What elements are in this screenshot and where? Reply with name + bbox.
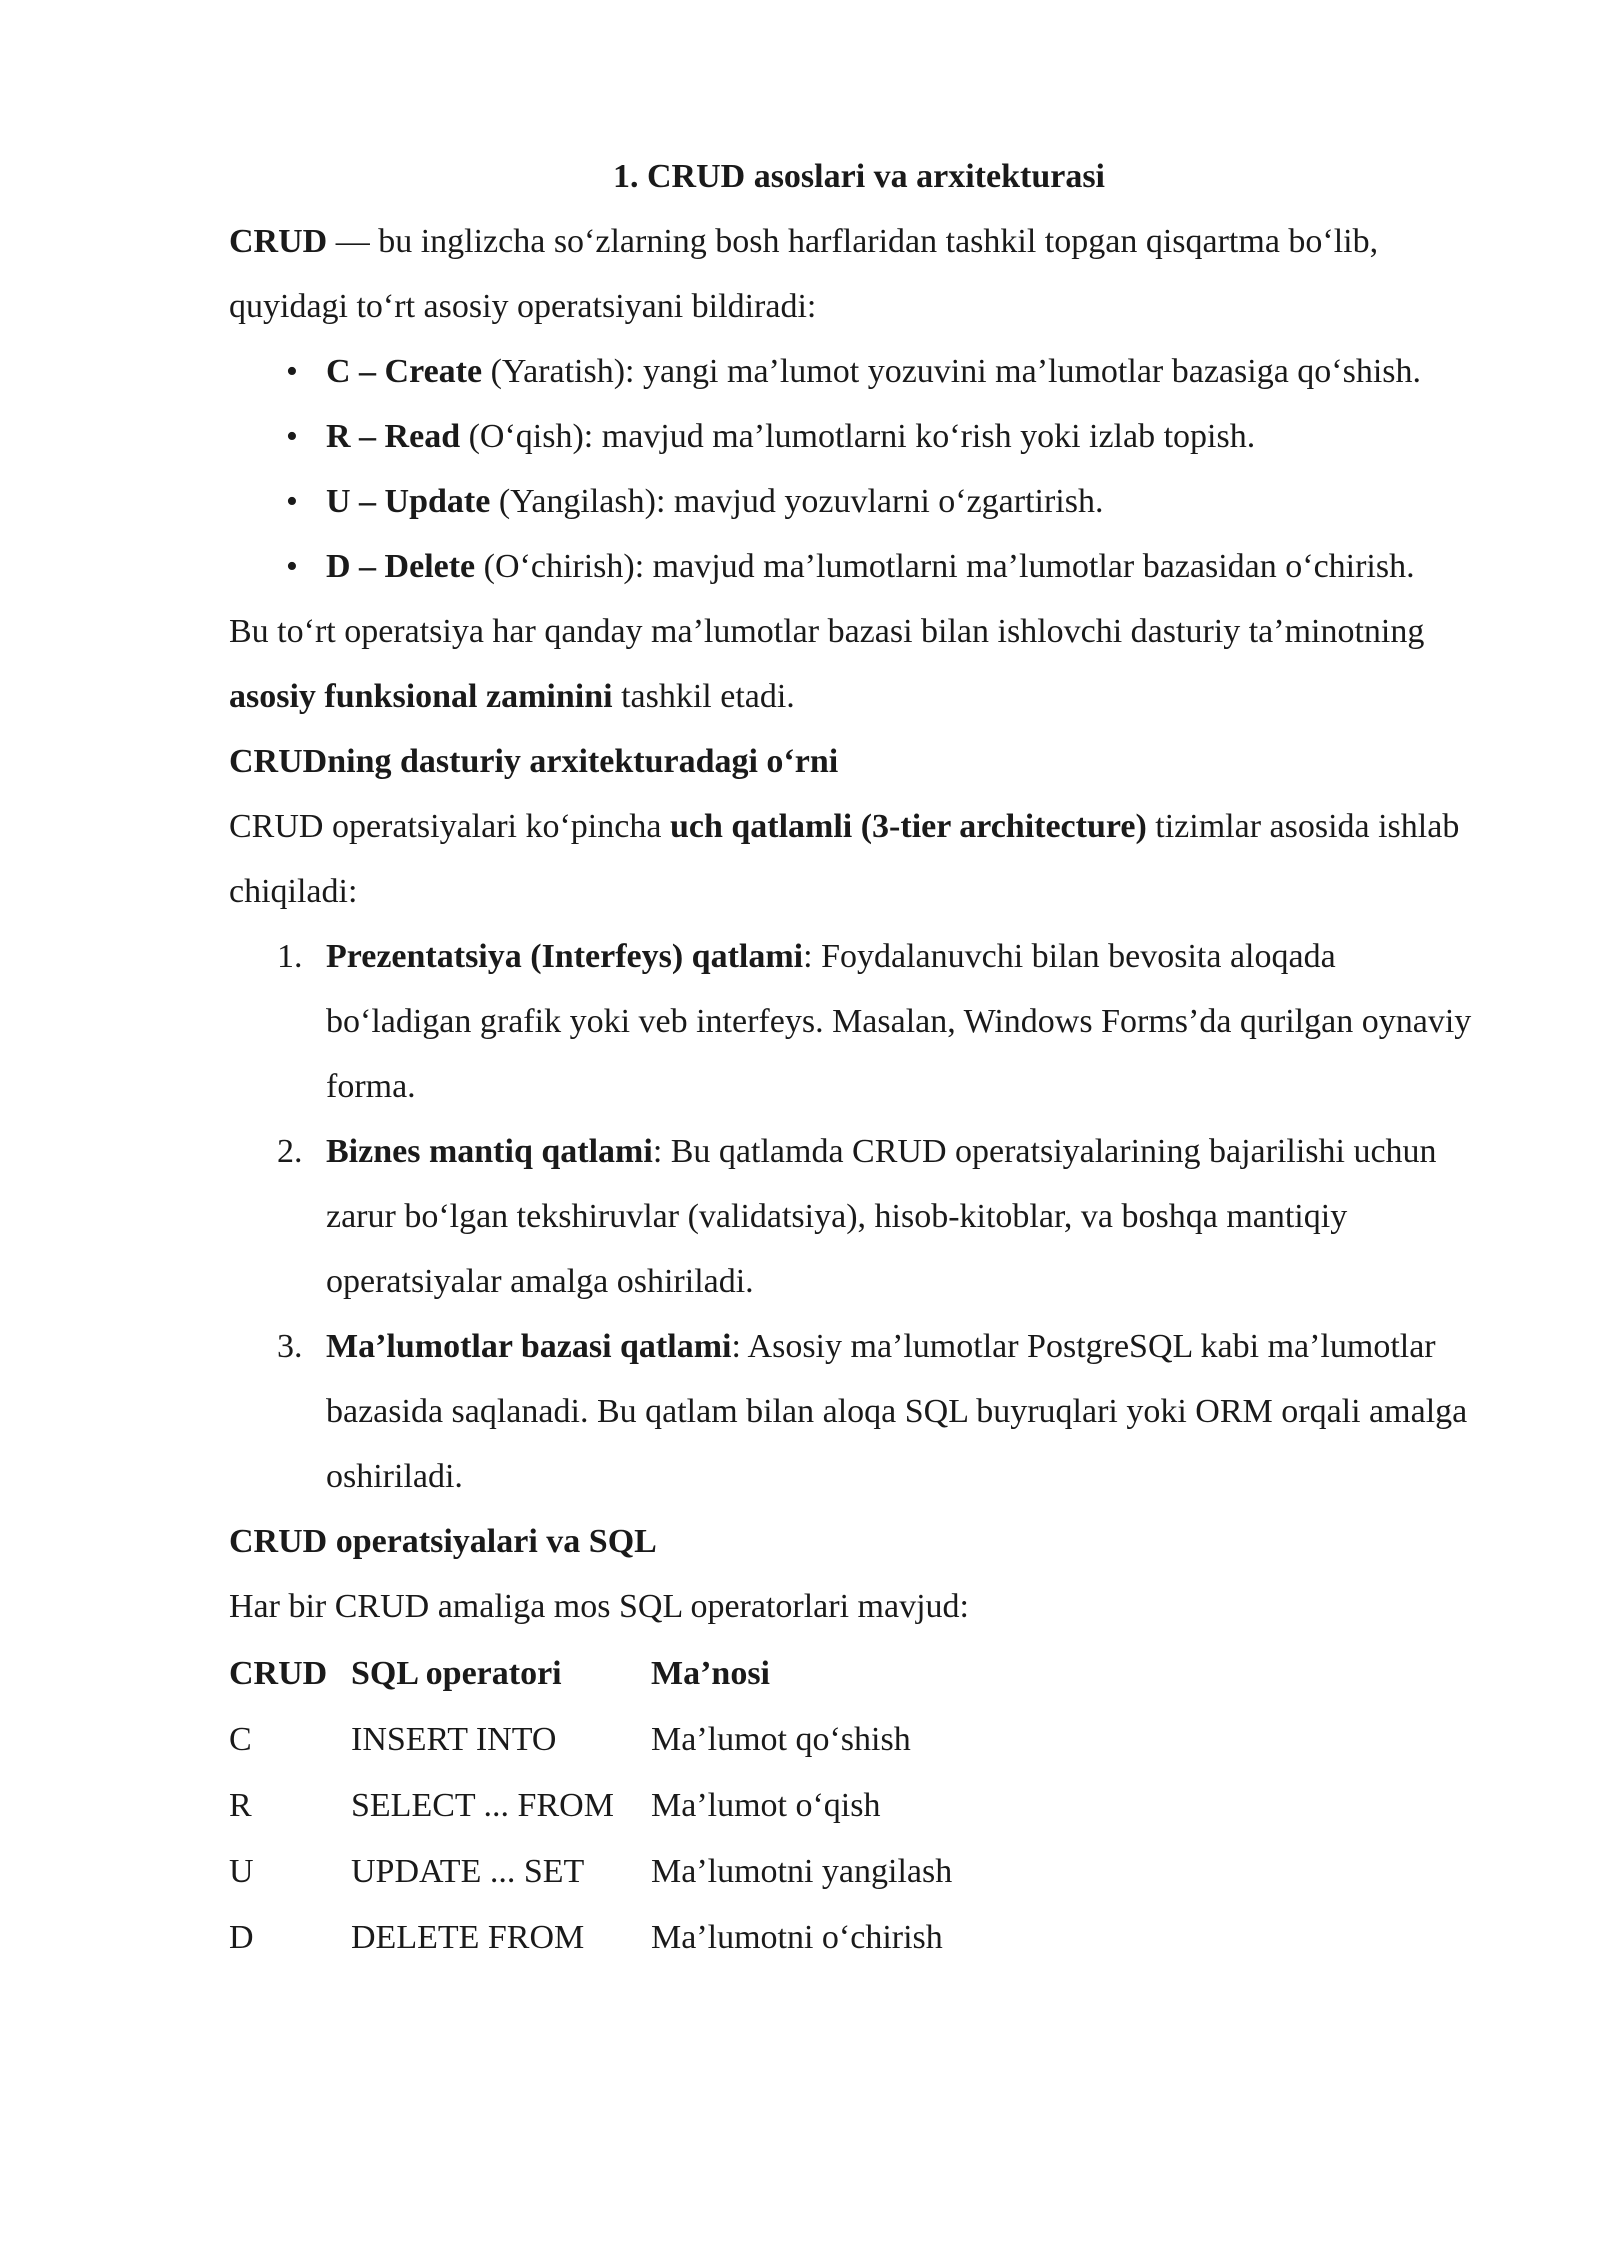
table-header-row — [229, 1641, 1051, 1707]
summary-text-end: tashkil etadi. — [612, 678, 795, 715]
layers-list — [229, 924, 1489, 1509]
table-row — [229, 1773, 1051, 1839]
cell-meaning: Ma’lumotni yangilash — [651, 1853, 953, 1890]
list-item-business — [229, 1119, 1489, 1314]
summary-emphasis: asosiy funksional zaminini — [229, 678, 613, 715]
cell-meaning: Ma’lumot qo‘shish — [651, 1721, 911, 1758]
list-item-read — [229, 404, 1489, 469]
list-number: 2. — [277, 1133, 303, 1170]
bullet-icon: • — [286, 548, 298, 585]
list-number: 1. — [277, 938, 303, 975]
layer-description: : Foydalanuvchi bilan bevosita aloqada bo‘ladigan grafik yoki veb interfeys. Masalan, Windows Forms’da qurilgan oynaviy forma. — [326, 938, 1472, 1105]
cell-sql: UPDATE ... SET — [351, 1853, 585, 1890]
layer-description: : Asosiy ma’lumotlar PostgreSQL kabi ma’lumotlar bazasida saqlanadi. Bu qatlam bilan aloqa SQL buyruqlari yoki ORM orqali amalga oshiriladi. — [326, 1328, 1468, 1495]
architecture-heading — [229, 729, 1489, 794]
page-title: 1. CRUD asoslari va arxitekturasi — [612, 158, 1106, 195]
operation-name: U – Update — [326, 483, 491, 520]
cell-sql: DELETE FROM — [351, 1919, 585, 1956]
bullet-icon: • — [286, 353, 298, 390]
layer-description: : Bu qatlamda CRUD operatsiyalarining bajarilishi uchun zarur bo‘lgan tekshiruvlar (validatsiya), hisob-kitoblar, va boshqa mantiqiy operatsiyalar amalga oshiriladi. — [326, 1133, 1437, 1300]
operation-description: (Yaratish): yangi ma’lumot yozuvini ma’lumotlar bazasiga qo‘shish. — [482, 353, 1422, 390]
architecture-intro-text: CRUD operatsiyalari ko‘pincha — [229, 808, 670, 845]
cell-crud: R — [229, 1787, 252, 1824]
cell-sql: INSERT INTO — [351, 1721, 557, 1758]
table-row — [229, 1707, 1051, 1773]
operation-description: (O‘chirish): mavjud ma’lumotlarni ma’lumotlar bazasidan o‘chirish. — [475, 548, 1415, 585]
operation-name: R – Read — [326, 418, 461, 455]
cell-meaning: Ma’lumot o‘qish — [651, 1787, 881, 1824]
sql-intro: Har bir CRUD amaliga mos SQL operatorlari mavjud: — [229, 1588, 969, 1625]
architecture-heading-text: CRUDning dasturiy arxitekturadagi o‘rni — [229, 743, 839, 780]
summary-text: Bu to‘rt operatsiya har qanday ma’lumotlar bazasi bilan ishlovchi dasturiy ta’minotning — [229, 613, 1425, 650]
table-row — [229, 1905, 1051, 1971]
bullet-icon: • — [286, 483, 298, 520]
table-row — [229, 1839, 1051, 1905]
document-content — [229, 144, 1489, 1971]
sql-table — [229, 1641, 1051, 1971]
list-item-database — [229, 1314, 1489, 1509]
intro-paragraph — [229, 209, 1489, 339]
operation-description: (O‘qish): mavjud ma’lumotlarni ko‘rish yoki izlab topish. — [460, 418, 1256, 455]
cell-sql: SELECT ... FROM — [351, 1787, 614, 1824]
architecture-emphasis: uch qatlamli (3-tier architecture) — [669, 808, 1147, 845]
sql-heading-text: CRUD operatsiyalari va SQL — [229, 1523, 657, 1560]
architecture-intro — [229, 794, 1489, 924]
summary-paragraph — [229, 599, 1489, 729]
cell-crud: C — [229, 1721, 252, 1758]
cell-crud: U — [229, 1853, 254, 1890]
list-item-delete — [229, 534, 1489, 599]
layer-name: Ma’lumotlar bazasi qatlami — [326, 1328, 732, 1365]
header-sql-operator: SQL operatori — [351, 1655, 562, 1692]
list-item-presentation — [229, 924, 1489, 1119]
cell-meaning: Ma’lumotni o‘chirish — [651, 1919, 943, 1956]
list-item-create — [229, 339, 1489, 404]
header-meaning: Ma’nosi — [651, 1655, 770, 1692]
operations-list — [229, 339, 1489, 599]
list-number: 3. — [277, 1328, 303, 1365]
cell-crud: D — [229, 1919, 254, 1956]
operation-description: (Yangilash): mavjud yozuvlarni o‘zgartirish. — [490, 483, 1104, 520]
list-item-update — [229, 469, 1489, 534]
sql-heading — [229, 1509, 1489, 1574]
operation-name: D – Delete — [326, 548, 476, 585]
layer-name: Prezentatsiya (Interfeys) qatlami — [326, 938, 804, 975]
operation-name: C – Create — [326, 353, 483, 390]
header-crud: CRUD — [229, 1655, 328, 1692]
architecture-intro-end: tizimlar asosida ishlab chiqiladi: — [229, 808, 1460, 910]
intro-text: — bu inglizcha so‘zlarning bosh harflaridan tashkil topgan qisqartma bo‘lib, quyidagi to‘rt asosiy operatsiyani bildiradi: — [229, 223, 1379, 325]
intro-term: CRUD — [229, 223, 328, 260]
layer-name: Biznes mantiq qatlami — [326, 1133, 653, 1170]
bullet-icon: • — [286, 418, 298, 455]
